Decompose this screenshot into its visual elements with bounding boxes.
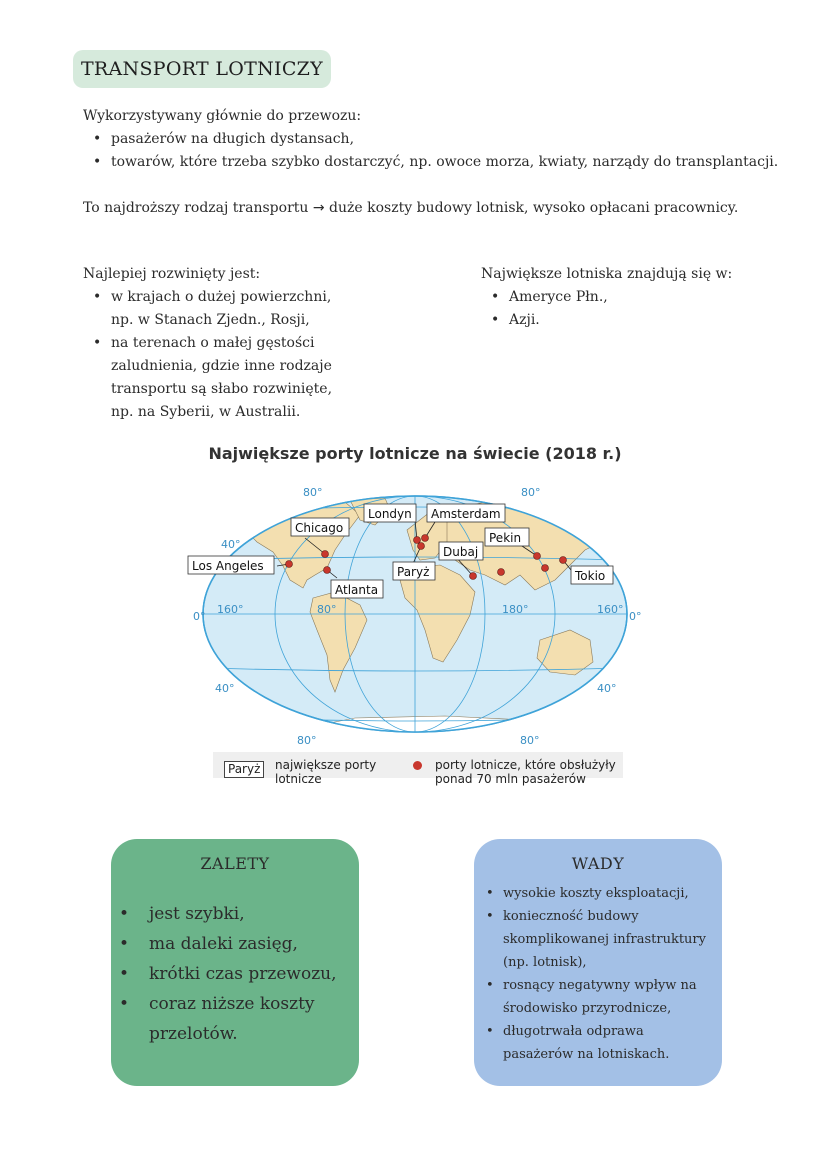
graticule [185, 496, 645, 732]
city-label-los-angeles: Los Angeles [192, 559, 264, 573]
degree-label: 40° [221, 538, 241, 551]
intro-heading: Wykorzystywany głównie do przewozu: [83, 108, 362, 124]
list-item: • Azji. [481, 309, 781, 332]
degree-label: 180° [502, 603, 529, 616]
largest-section [481, 263, 781, 332]
largest-heading: Największe lotniska znajdują się w: [481, 266, 733, 282]
degree-label: 0° [193, 610, 206, 623]
cost-left-text: To najdroższy rodzaj transportu [83, 200, 309, 216]
developed-heading: Najlepiej rozwinięty jest: [83, 266, 261, 282]
cons-title: WADY [571, 854, 625, 873]
list-item: • rosnący negatywny wpływ na środowisko przyrodnicze, [482, 974, 717, 1020]
pros-list [119, 899, 359, 1049]
list-item: • na terenach o małej gęstości zaludnienia, gdzie inne rodzaje transportu są słabo rozwinięte, np. na Syberii, w Australii. [83, 332, 348, 424]
legend-dot-icon [413, 761, 422, 770]
cost-line [83, 197, 783, 220]
degree-label: 80° [297, 734, 317, 747]
degree-label: 40° [215, 682, 235, 695]
list-item: • pasażerów na długich dystansach, [83, 128, 783, 151]
degree-label: 80° [521, 486, 541, 499]
airport-marker-paris [418, 543, 425, 550]
list-item: • krótki czas przewozu, [119, 959, 359, 989]
city-label-amsterdam: Amsterdam [431, 507, 501, 521]
city-label-chicago: Chicago [295, 521, 344, 535]
legend-sample-label: Paryż [224, 761, 264, 778]
degree-label: 40° [597, 682, 617, 695]
degree-label: 80° [520, 734, 540, 747]
city-label-atlanta: Atlanta [335, 583, 379, 597]
legend-text-70mln: porty lotnicze, które obsłużyły ponad 70 mln pasażerów [435, 758, 616, 786]
city-label-paris: Paryż [397, 565, 430, 579]
city-label-beijing: Pekin [489, 531, 522, 545]
map-title: Największe porty lotnicze na świecie (2018 r.) [208, 444, 622, 463]
intro-section [83, 105, 783, 174]
degree-label: 80° [303, 486, 323, 499]
developed-list [83, 286, 348, 424]
legend-text-largest: największe porty lotnicze [275, 758, 377, 786]
list-item: • jest szybki, [119, 899, 359, 929]
airport-marker [498, 569, 505, 576]
degree-label: 160° [217, 603, 244, 616]
list-item: • długotrwała odprawa pasażerów na lotniskach. [482, 1020, 717, 1066]
intro-list [83, 128, 783, 174]
city-label-london: Londyn [368, 507, 412, 521]
list-item: • ma daleki zasięg, [119, 929, 359, 959]
cost-right-text: duże koszty budowy lotnisk, wysoko opłacani pracownicy. [329, 200, 739, 216]
city-label-dubai: Dubaj [443, 545, 479, 559]
cons-card [474, 839, 722, 1086]
arrow-icon: → [312, 200, 325, 216]
airport-marker-dubai [470, 573, 477, 580]
pros-title: ZALETY [200, 854, 270, 873]
list-item: • w krajach o dużej powierzchni, np. w Stanach Zjedn., Rosji, [83, 286, 348, 332]
degree-label: 160° [597, 603, 624, 616]
airport-marker-beijing [534, 553, 541, 560]
airport-marker-amsterdam [422, 535, 429, 542]
list-item: • wysokie koszty eksploatacji, [482, 882, 717, 905]
cons-list [482, 882, 717, 1066]
airport-marker-los-angeles [286, 561, 293, 568]
city-label-tokyo: Tokio [575, 569, 606, 583]
world-map [185, 480, 645, 750]
airport-marker-chicago [322, 551, 329, 558]
airport-marker [542, 565, 549, 572]
degree-label: 0° [629, 610, 642, 623]
page-title: TRANSPORT LOTNICZY [73, 50, 331, 88]
list-item: • konieczność budowy skomplikowanej infrastruktury (np. lotnisk), [482, 905, 717, 974]
largest-list [481, 286, 781, 332]
map-legend [213, 752, 623, 786]
list-item: • towarów, które trzeba szybko dostarczyć, np. owoce morza, kwiaty, narządy do transplantacji. [83, 151, 783, 174]
degree-label: 80° [317, 603, 337, 616]
list-item: • Ameryce Płn., [481, 286, 781, 309]
developed-section [83, 263, 383, 424]
airport-marker-london [414, 537, 421, 544]
list-item: • coraz niższe koszty przelotów. [119, 989, 359, 1049]
airport-marker-atlanta [324, 567, 331, 574]
pros-card [111, 839, 359, 1086]
airport-marker-tokyo [560, 557, 567, 564]
